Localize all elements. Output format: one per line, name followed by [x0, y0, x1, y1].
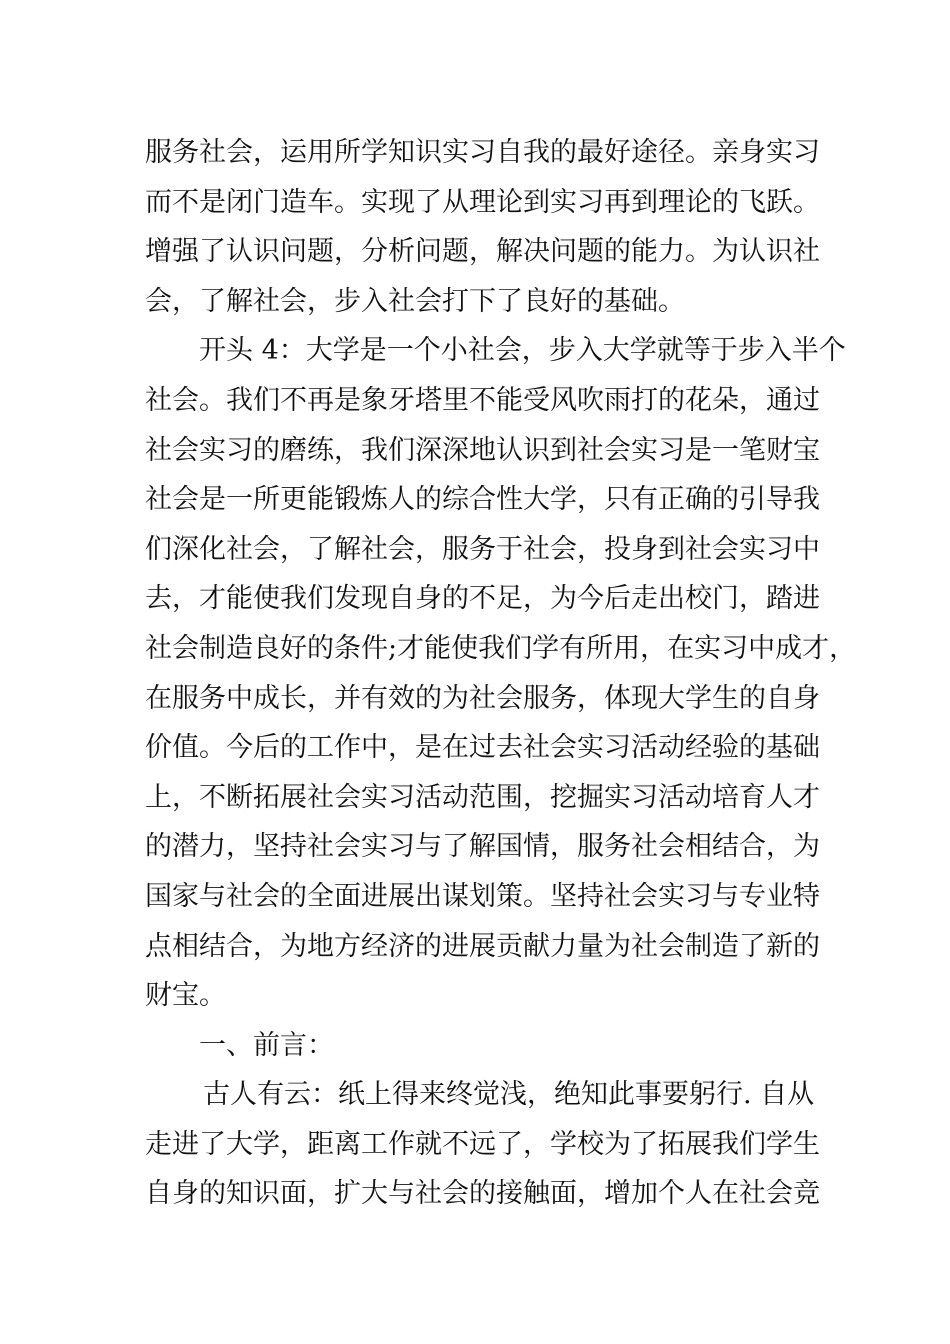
text-line: 点相结合，为地方经济的进展贡献力量为社会制造了新的 — [145, 930, 820, 962]
text-line: 而不是闭门造车。实现了从理论到实习再到理论的飞跃。 — [145, 186, 820, 218]
text-line: 会，了解社会，步入社会打下了良好的基础。 — [145, 285, 685, 317]
text-line: 们深化社会，了解社会，服务于社会，投身到社会实习中 — [145, 533, 820, 565]
text-line: 社会是一所更能锻炼人的综合性大学，只有正确的引导我 — [145, 484, 820, 516]
text-line: 服务社会，运用所学知识实习自我的最好途径。亲身实习 — [145, 137, 820, 168]
text-line: 去，才能使我们发现自身的不足，为今后走出校门，踏进 — [145, 583, 820, 615]
text-line: 自身的知识面，扩大与社会的接触面，增加个人在社会竞 — [145, 1178, 820, 1210]
paragraph-start-line: 开头 4：大学是一个小社会，步入大学就等于步入半个 — [199, 335, 846, 367]
text-line: 价值。今后的工作中，是在过去社会实习活动经验的基础 — [145, 732, 820, 764]
text-line: 社会制造良好的条件;才能使我们学有所用，在实习中成才， — [145, 632, 857, 664]
text-line: 走进了大学，距离工作就不远了，学校为了拓展我们学生 — [145, 1128, 820, 1160]
text-line: 的潜力，坚持社会实习与了解国情，服务社会相结合，为 — [145, 831, 820, 863]
section-heading: 一、前言： — [199, 1029, 334, 1061]
text-line: 财宝。 — [145, 980, 226, 1012]
body-text — [145, 128, 857, 1219]
text-line: 社会实习的磨练，我们深深地认识到社会实习是一笔财宝 — [145, 434, 820, 466]
paragraph-start-line: 古人有云：纸上得来终觉浅，绝知此事要躬行. 自从 — [203, 1079, 815, 1111]
text-line: 社会。我们不再是象牙塔里不能受风吹雨打的花朵，通过 — [145, 384, 820, 416]
text-line: 增强了认识问题，分析问题，解决问题的能力。为认识社 — [145, 236, 820, 268]
text-line: 上，不断拓展社会实习活动范围，挖掘实习活动培育人才 — [145, 781, 820, 813]
text-line: 在服务中成长，并有效的为社会服务，体现大学生的自身 — [145, 682, 820, 714]
text-line: 国家与社会的全面进展出谋划策。坚持社会实习与专业特 — [145, 880, 820, 912]
